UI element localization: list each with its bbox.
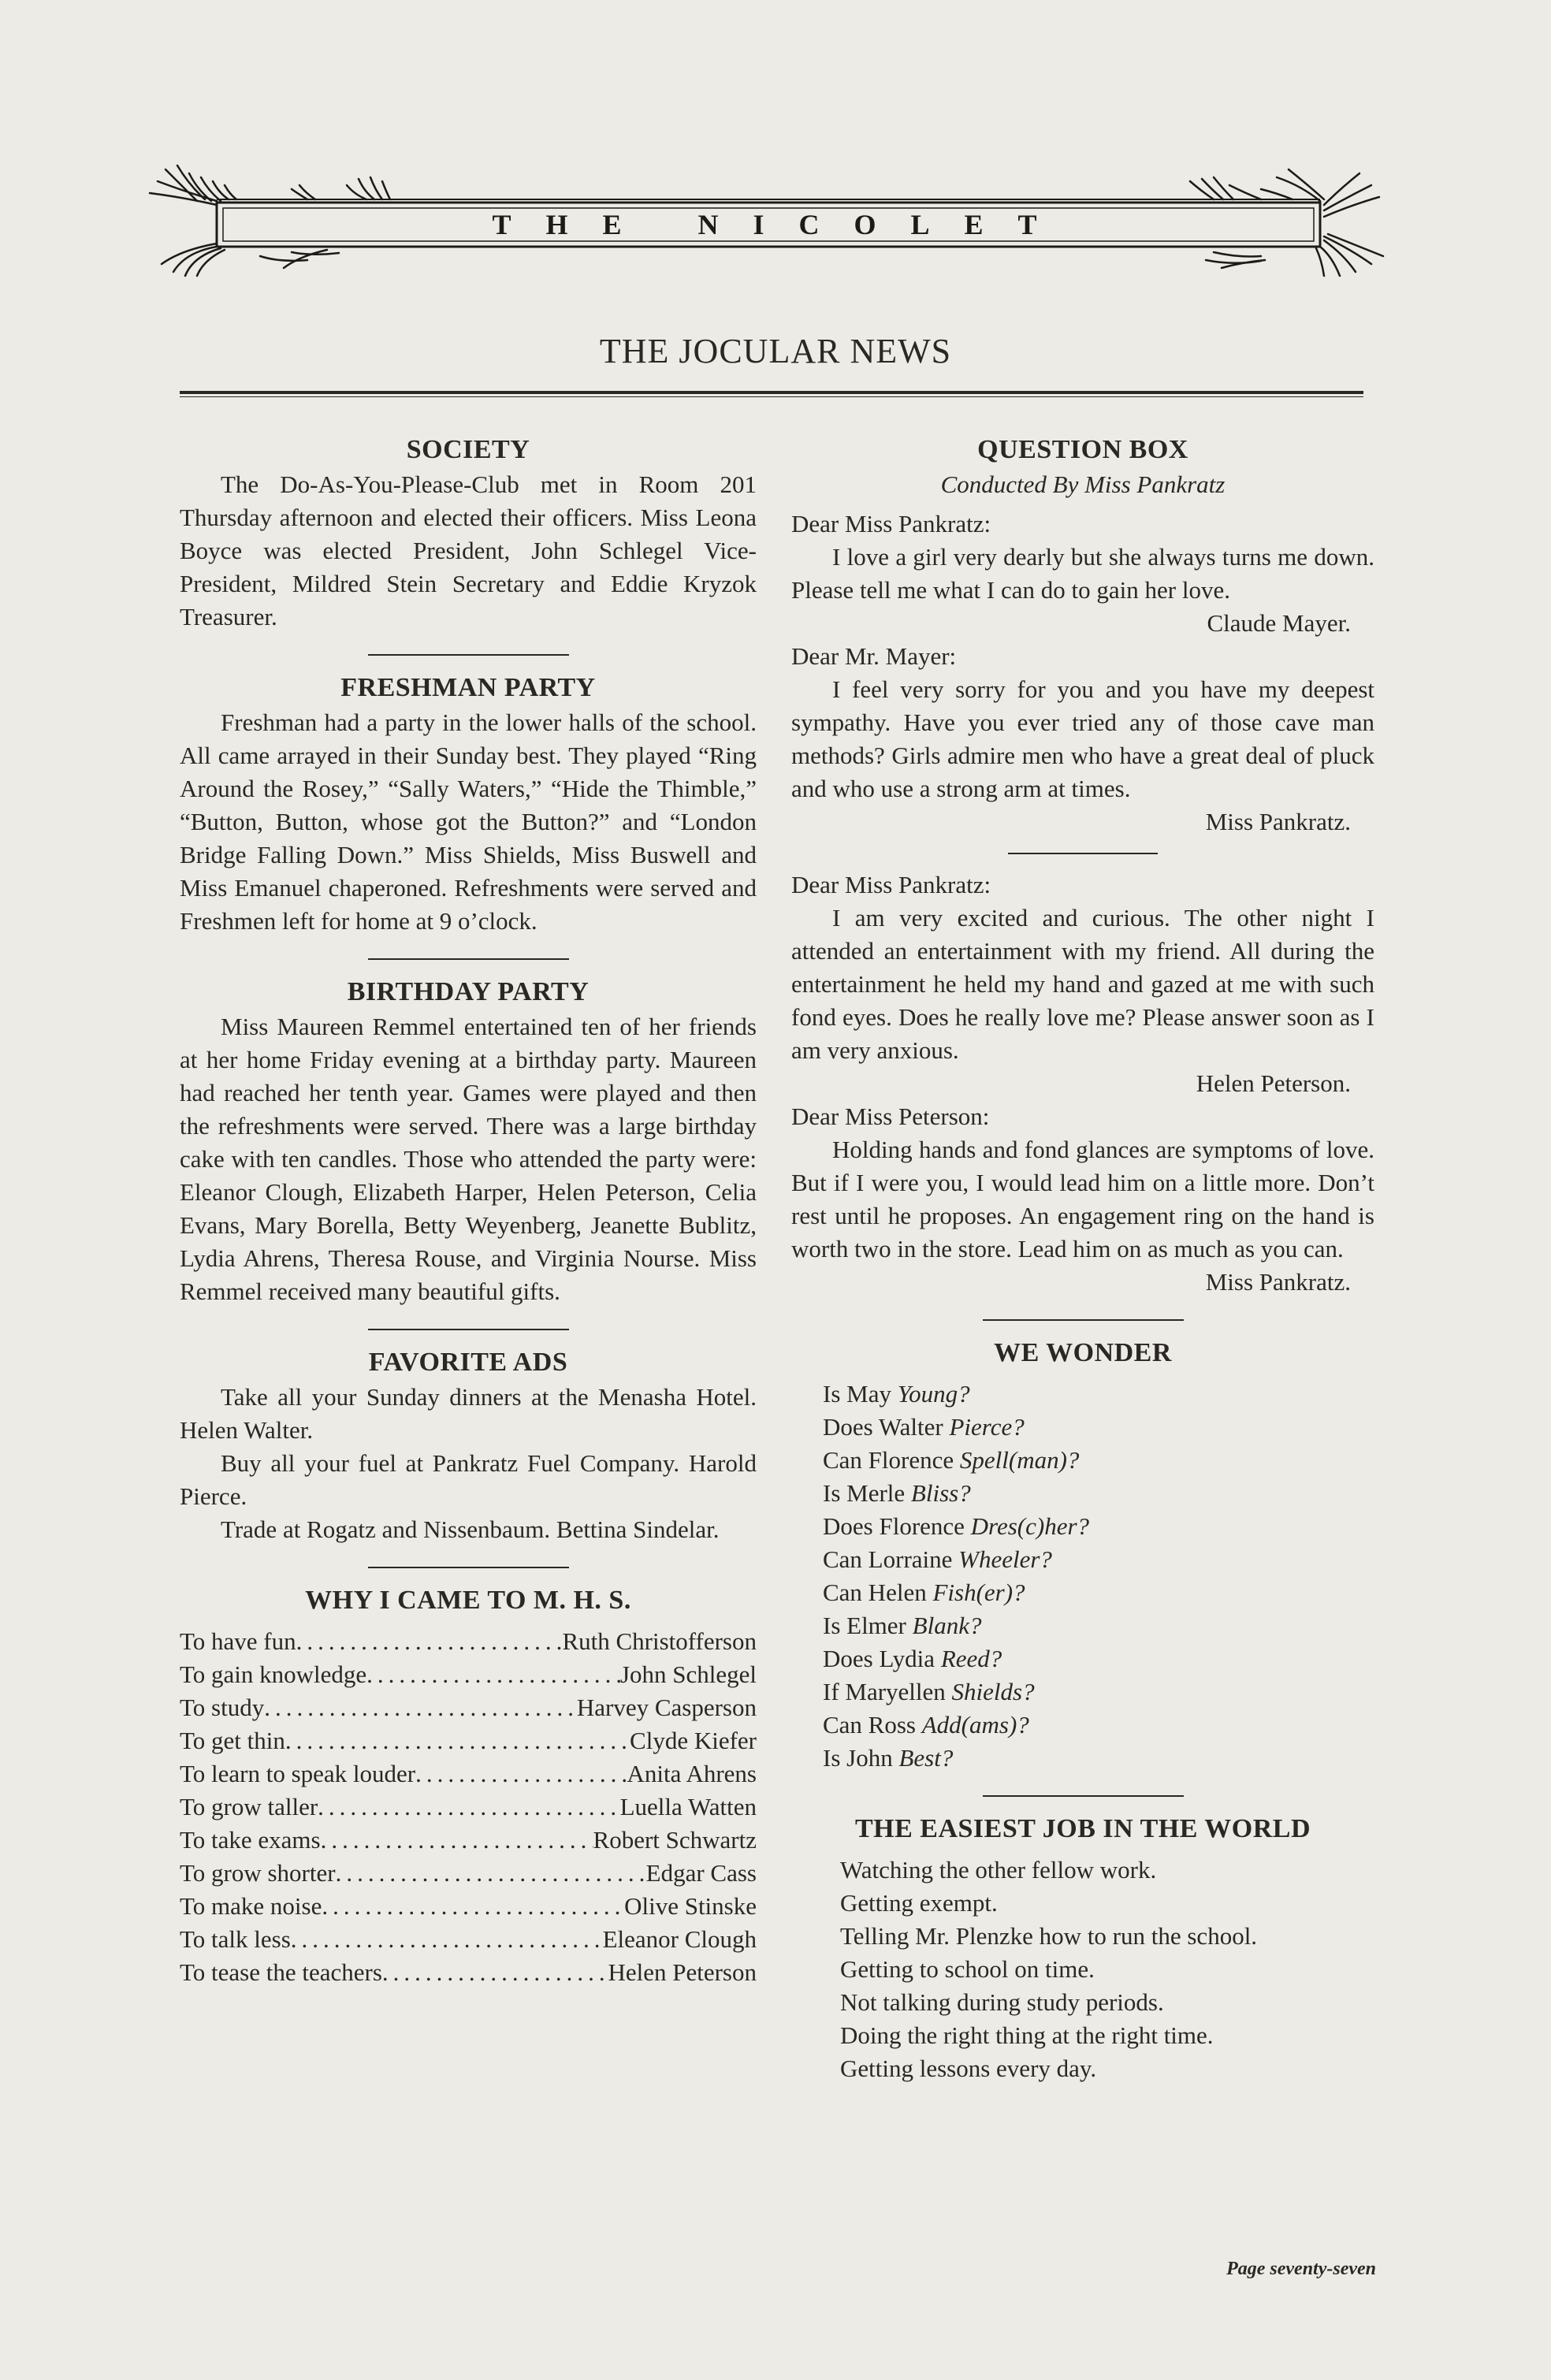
question-box-section [791, 432, 1374, 1299]
why-row [180, 1625, 757, 1658]
letter-text: I feel very sorry for you and you have my deepest sympathy. Have you ever tried any of those cave man methods? Girls admire men who have a great deal of pluck and who use a strong arm at times. [791, 675, 1374, 802]
wonder-item [823, 1411, 1374, 1444]
question-box-subtitle: Conducted By Miss Pankratz [940, 470, 1226, 498]
leader-dots [285, 1724, 630, 1757]
question-box-title: QUESTION BOX [977, 435, 1188, 464]
ads-title: FAVORITE ADS [368, 1348, 568, 1377]
why-row [180, 1824, 757, 1857]
wonder-pun: Add(ams)? [921, 1711, 1029, 1739]
why-list [180, 1625, 757, 1989]
wonder-item [823, 1742, 1374, 1775]
letter-signature: Miss Pankratz. [1205, 1268, 1351, 1296]
easiest-list [840, 1854, 1374, 2085]
leader-dots [322, 1890, 624, 1923]
freshman-text: Freshman had a party in the lower halls of the school. All came arrayed in their Sunday best. They played “Ring Around the Rosey,” “Sally Waters,” “Hide the Thimble,” “Button, Button, whose got the Button?” and “London Bridge Falling Down.” Miss Shields, Miss Buswell and Miss Emanuel chaperoned. Refreshments were served and Freshmen left for home at 9 o’clock. [180, 708, 757, 935]
wonder-item [823, 1609, 1374, 1642]
why-name: Olive Stinske [624, 1892, 757, 1920]
wonder-question: Can Helen [823, 1579, 933, 1606]
why-row [180, 1857, 757, 1890]
wonder-question: Is John [823, 1744, 899, 1772]
wonder-question: Is May [823, 1380, 898, 1408]
why-name: John Schlegel [619, 1660, 757, 1688]
why-reason: To take exams [180, 1826, 321, 1854]
wonder-question: If Maryellen [823, 1678, 952, 1705]
leader-dots [318, 1791, 619, 1824]
wonder-title: WE WONDER [994, 1338, 1172, 1367]
why-name: Anita Ahrens [627, 1760, 757, 1787]
wonder-pun: Pierce? [949, 1413, 1025, 1441]
letter-text: Holding hands and fond glances are symptoms of love. But if I were you, I would lead him on a little more. Don’t rest until he proposes. An engagement ring on the hand is worth two in the store. Lead him on as much as you can. [791, 1136, 1374, 1263]
society-text: The Do-As-You-Please-Club met in Room 201 Thursday afternoon and elected their officers. Miss Leona Boyce was elected President, John Schlegel Vice-President, Mildred Stein Secretary and Eddie Kryzok Treasurer. [180, 470, 757, 630]
why-name: Clyde Kiefer [630, 1727, 757, 1754]
page-number: Page seventy-seven [1226, 2259, 1376, 2279]
ad-item: Buy all your fuel at Pankratz Fuel Company. Harold Pierce. [180, 1449, 757, 1510]
leader-dots [366, 1658, 620, 1691]
easiest-item: Telling Mr. Plenzke how to run the school. [840, 1922, 1258, 1950]
heading-rule-left [180, 391, 848, 397]
wonder-item [823, 1675, 1374, 1709]
wonder-item [823, 1576, 1374, 1609]
easiest-item: Getting to school on time. [840, 1955, 1095, 1983]
leader-dots [321, 1824, 593, 1857]
why-row [180, 1890, 757, 1923]
wonder-item [823, 1444, 1374, 1477]
leader-dots [382, 1956, 608, 1989]
letter-salutation: Dear Miss Pankratz: [791, 510, 991, 537]
wonder-pun: Shields? [951, 1678, 1035, 1705]
ad-item: Take all your Sunday dinners at the Menasha Hotel. Helen Walter. [180, 1383, 757, 1444]
ads-section [180, 1344, 757, 1546]
section-divider [368, 958, 569, 960]
wonder-item [823, 1510, 1374, 1543]
wonder-pun: Blank? [912, 1612, 982, 1639]
letter-divider [1008, 853, 1158, 854]
birthday-section [180, 974, 757, 1308]
why-name: Eleanor Clough [602, 1925, 757, 1953]
wonder-question: Is Merle [823, 1479, 911, 1507]
left-column [180, 432, 757, 1989]
wonder-question: Is Elmer [823, 1612, 913, 1639]
wonder-pun: Bliss? [910, 1479, 971, 1507]
why-row [180, 1658, 757, 1691]
wonder-item [823, 1477, 1374, 1510]
easiest-item: Doing the right thing at the right time. [840, 2021, 1214, 2049]
easiest-item: Watching the other fellow work. [840, 1856, 1157, 1884]
wonder-question: Can Florence [823, 1446, 960, 1474]
wonder-list [823, 1378, 1374, 1775]
wonder-pun: Dres(c)her? [970, 1512, 1090, 1540]
why-name: Ruth Christofferson [562, 1627, 757, 1655]
why-name: Harvey Casperson [576, 1694, 757, 1721]
banner-title: THE NICOLET [492, 209, 1072, 240]
wonder-pun: Wheeler? [958, 1545, 1052, 1573]
why-reason: To get thin [180, 1727, 285, 1754]
leader-dots [291, 1923, 603, 1956]
society-section [180, 432, 757, 634]
why-reason: To make noise [180, 1892, 322, 1920]
leader-dots [264, 1691, 577, 1724]
wonder-pun: Spell(man)? [959, 1446, 1080, 1474]
wonder-question: Does Walter [823, 1413, 950, 1441]
section-divider [983, 1319, 1184, 1321]
why-row [180, 1724, 757, 1757]
letter-signature: Helen Peterson. [1196, 1069, 1351, 1097]
why-reason: To gain knowledge [180, 1660, 367, 1688]
letter-text: I am very excited and curious. The other night I attended an entertainment with my friend. All during the entertainment he held my hand and gazed at me with such fond eyes. Does he really love me? Please answer soon as I am very anxious. [791, 904, 1374, 1064]
why-row [180, 1923, 757, 1956]
easiest-title: THE EASIEST JOB IN THE WORLD [854, 1814, 1311, 1843]
why-title: WHY I CAME TO M. H. S. [305, 1586, 631, 1615]
wonder-item [823, 1543, 1374, 1576]
easiest-item: Not talking during study periods. [840, 1988, 1164, 2016]
why-reason: To grow shorter [180, 1859, 336, 1887]
freshman-section [180, 670, 757, 938]
freshman-title: FRESHMAN PARTY [340, 673, 596, 702]
why-reason: To talk less [180, 1925, 291, 1953]
letter-salutation: Dear Mr. Mayer: [791, 642, 957, 670]
easiest-item: Getting exempt. [840, 1889, 998, 1917]
section-divider [983, 1795, 1184, 1797]
easiest-section [791, 1811, 1374, 2085]
letter-signature: Claude Mayer. [1207, 609, 1351, 637]
letters-list [791, 508, 1374, 1299]
why-reason: To learn to speak louder [180, 1760, 416, 1787]
wonder-item [823, 1642, 1374, 1675]
society-title: SOCIETY [406, 435, 530, 464]
wonder-pun: Reed? [940, 1645, 1002, 1672]
wonder-pun: Fish(er)? [932, 1579, 1025, 1606]
wonder-question: Does Florence [823, 1512, 971, 1540]
letter-signature: Miss Pankratz. [1205, 808, 1351, 835]
letter-text: I love a girl very dearly but she always turns me down. Please tell me what I can do to gain her love. [791, 543, 1374, 604]
why-reason: To tease the teachers [180, 1958, 382, 1986]
wonder-question: Can Ross [823, 1711, 922, 1739]
leader-dots [296, 1625, 563, 1658]
letter-salutation: Dear Miss Pankratz: [791, 871, 991, 898]
header-banner [142, 162, 1395, 280]
heading-rule-right [848, 391, 1363, 397]
wonder-item [823, 1378, 1374, 1411]
why-row [180, 1691, 757, 1724]
section-divider [368, 654, 569, 656]
why-row [180, 1956, 757, 1989]
wonder-pun: Best? [898, 1744, 954, 1772]
letter-salutation: Dear Miss Peterson: [791, 1103, 990, 1130]
leader-dots [336, 1857, 646, 1890]
why-section [180, 1582, 757, 1989]
why-reason: To grow taller [180, 1793, 318, 1820]
why-name: Edgar Cass [645, 1859, 757, 1887]
wonder-pun: Young? [897, 1380, 970, 1408]
birthday-text: Miss Maureen Remmel entertained ten of her friends at her home Friday evening at a birthday party. Maureen had reached her tenth year. Games were played and then the refreshments were served. There was a large birthday cake with ten candles. Those who attended the party were: Eleanor Clough, Elizabeth Harper, Helen Peterson, Celia Evans, Mary Borella, Betty Weyenberg, Jeanette Bublitz, Lydia Ahrens, Theresa Rouse, and Virginia Nourse. Miss Remmel received many beautiful gifts. [180, 1013, 757, 1305]
why-name: Luella Watten [619, 1793, 757, 1820]
page-heading: THE JOCULAR NEWS [599, 332, 952, 370]
ad-item: Trade at Rogatz and Nissenbaum. Bettina Sindelar. [221, 1515, 720, 1543]
why-reason: To study [180, 1694, 265, 1721]
why-row [180, 1791, 757, 1824]
right-column [791, 432, 1374, 2085]
why-row [180, 1757, 757, 1791]
wonder-question: Can Lorraine [823, 1545, 959, 1573]
section-divider [368, 1329, 569, 1330]
birthday-title: BIRTHDAY PARTY [347, 977, 590, 1006]
wonder-item [823, 1709, 1374, 1742]
why-name: Helen Peterson [608, 1958, 757, 1986]
why-name: Robert Schwartz [593, 1826, 757, 1854]
wonder-section [791, 1335, 1374, 1775]
why-reason: To have fun [180, 1627, 296, 1655]
section-divider [368, 1567, 569, 1568]
leader-dots [415, 1757, 627, 1791]
wonder-question: Does Lydia [823, 1645, 941, 1672]
easiest-item: Getting lessons every day. [840, 2055, 1097, 2082]
